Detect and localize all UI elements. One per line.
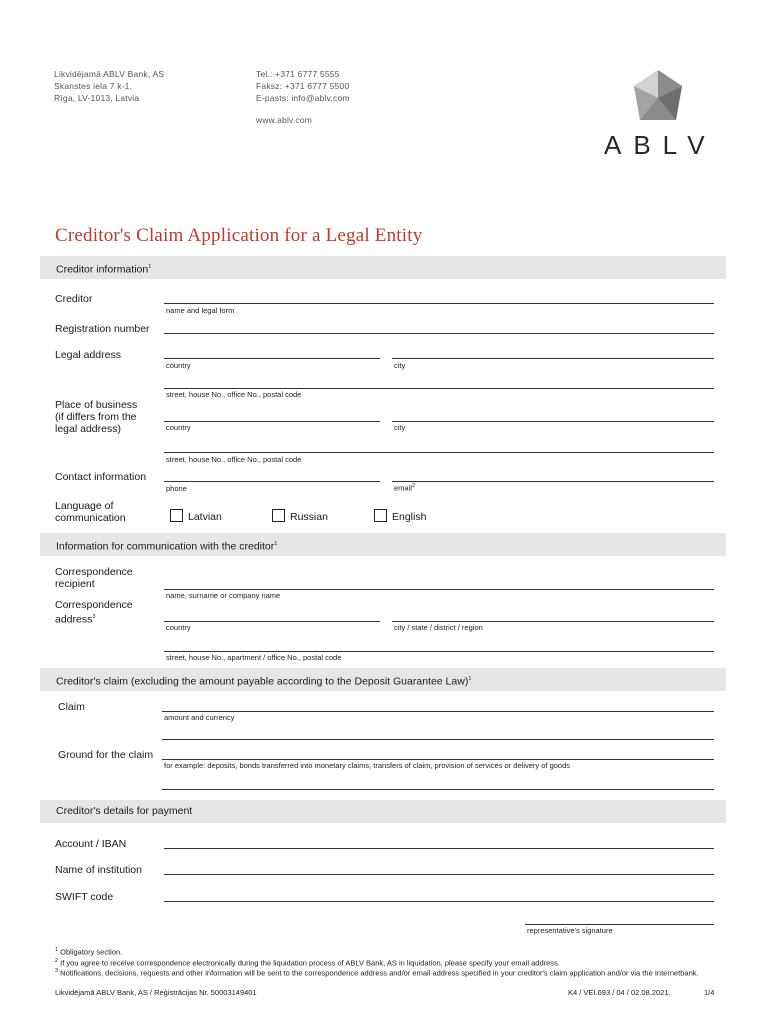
footnote-num: 1 — [55, 947, 59, 953]
address-line: Likvidējamā ABLV Bank, AS — [54, 69, 165, 79]
russian-checkbox[interactable] — [272, 509, 285, 522]
hint-country: country — [166, 623, 191, 632]
footnote-ref: 1 — [274, 541, 278, 547]
latvian-checkbox[interactable] — [170, 509, 183, 522]
legal-city-field[interactable] — [392, 358, 714, 359]
hint-country: country — [166, 361, 191, 370]
hint-phone: phone — [166, 484, 187, 493]
section-claim — [40, 668, 726, 691]
business-country-field[interactable] — [164, 421, 380, 422]
page-title: Creditor's Claim Application for a Legal Entity — [55, 225, 423, 246]
footnote-ref: 1 — [468, 676, 472, 682]
latvian-label: Latvian — [188, 511, 222, 523]
legal-street-field[interactable] — [164, 388, 714, 389]
contact-information-label: Contact information — [55, 471, 147, 483]
footnote-ref: 1 — [148, 264, 152, 270]
hint-amount-currency: amount and currency — [164, 713, 235, 722]
correspondence-street-field[interactable] — [164, 651, 714, 652]
swift-code-field[interactable] — [164, 901, 714, 902]
hint-country: country — [166, 423, 191, 432]
signature-field[interactable] — [525, 924, 714, 925]
section-creditor-information — [40, 256, 726, 279]
business-street-field[interactable] — [164, 452, 714, 453]
ground-for-claim-label: Ground for the claim — [58, 749, 154, 761]
logo-text: ABLV — [604, 130, 717, 160]
hint-street: street, house No., office No., postal code — [166, 390, 302, 399]
creditor-label: Creditor — [55, 293, 93, 305]
footnote-ref: 3 — [92, 614, 96, 620]
ground-extra-line[interactable] — [162, 789, 714, 790]
label-line: (if differs from the — [55, 411, 137, 423]
label-line: communication — [55, 512, 126, 524]
ground-for-claim-field[interactable] — [162, 759, 714, 760]
footnote-1 — [55, 946, 735, 957]
hint-city-state: city / state / district / region — [394, 623, 483, 632]
registration-number-label: Registration number — [55, 323, 150, 335]
label-line: legal address) — [55, 423, 121, 435]
section-title: Creditor's claim (excluding the amount payable according to the Deposit Guarantee Law) — [56, 675, 469, 688]
footnote-text: If you agree to receive correspondence electronically during the liquidation process of ABLV Bank, AS in liquidation, please specify your email address. — [60, 958, 560, 967]
hint-email-text: email — [394, 483, 412, 493]
footnote-ref: 2 — [411, 483, 415, 489]
page-number: 1/4 — [704, 988, 715, 997]
english-checkbox[interactable] — [374, 509, 387, 522]
label-line: Place of business — [55, 399, 138, 411]
footnote-num: 3 — [55, 968, 59, 974]
claim-extra-line[interactable] — [162, 739, 714, 740]
registration-number-field[interactable] — [164, 333, 714, 334]
section-communication — [40, 533, 726, 556]
claim-amount-field[interactable] — [162, 711, 714, 712]
account-iban-label: Account / IBAN — [55, 838, 127, 850]
correspondence-recipient-label — [55, 566, 133, 590]
email-field[interactable] — [392, 481, 714, 482]
section-title: Information for communication with the creditor — [56, 540, 275, 553]
footer-left: Likvidējamā ABLV Bank, AS / Reģistrācijas Nr. 50003149401 — [55, 988, 257, 997]
language-label — [55, 500, 126, 524]
place-of-business-label — [55, 399, 137, 435]
label-line: recipient — [55, 578, 95, 590]
name-of-institution-label: Name of institution — [55, 864, 142, 876]
footnotes — [55, 946, 735, 978]
label-line: address — [55, 613, 93, 626]
bank-contacts — [256, 68, 350, 126]
label-line: Correspondence — [55, 599, 133, 611]
claim-label: Claim — [58, 701, 85, 713]
legal-address-label: Legal address — [55, 349, 121, 361]
contact-phone: Tel.: +371 6777 5555 — [256, 69, 340, 79]
address-line: Rīga, LV-1013, Latvia — [54, 93, 140, 103]
footer-code: K4 / VEI.693 / 04 / 02.08.2021. — [568, 988, 671, 997]
section-title: Creditor's details for payment — [56, 805, 193, 817]
hint-street: street, house No., office No., postal code — [166, 455, 302, 464]
section-payment — [40, 800, 726, 823]
correspondence-address-label — [55, 599, 133, 626]
business-city-field[interactable] — [392, 421, 714, 422]
bank-address — [54, 68, 164, 104]
correspondence-city-field[interactable] — [392, 621, 714, 622]
russian-label: Russian — [290, 511, 328, 523]
hint-ground-example: for example: deposits, bonds transferred into monetary claims, transfers of claim, provision of services or delivery of goods — [164, 761, 571, 770]
footnote-text: Obligatory section. — [60, 947, 123, 957]
hint-email — [394, 482, 415, 493]
ablv-logo-icon — [628, 68, 688, 128]
section-title: Creditor information — [56, 263, 149, 276]
footnote-num: 2 — [55, 957, 59, 964]
name-of-institution-field[interactable] — [164, 874, 714, 875]
correspondence-country-field[interactable] — [164, 621, 380, 622]
swift-code-label: SWIFT code — [55, 891, 114, 903]
contact-email: E-pasts: info@ablv.com — [256, 93, 350, 103]
creditor-field[interactable] — [164, 303, 714, 304]
hint-city: city — [394, 361, 406, 370]
hint-name-legal-form: name and legal form — [166, 306, 235, 315]
footnote-text: Notifications, decisions, requests and other information will be sent to the correspondence address and/or email address specified in your creditor's claim application and/or via the Internetbank. — [60, 968, 699, 978]
correspondence-recipient-field[interactable] — [164, 589, 714, 590]
address-line: Skanstes iela 7 k-1, — [54, 81, 133, 91]
label-line: Correspondence — [55, 566, 133, 578]
footnote-2 — [55, 957, 735, 968]
english-label: English — [392, 511, 427, 523]
label-line: Language of — [55, 500, 114, 512]
footnote-3 — [55, 967, 735, 978]
hint-city: city — [394, 423, 406, 432]
phone-field[interactable] — [164, 481, 380, 482]
contact-fax: Faksz: +371 6777 5500 — [256, 81, 350, 91]
legal-country-field[interactable] — [164, 358, 380, 359]
account-iban-field[interactable] — [164, 848, 714, 849]
hint-name-surname-company: name, surname or company name — [166, 591, 281, 600]
hint-street-apartment: street, house No., apartment / office No., postal code — [166, 653, 342, 662]
website: www.ablv.com — [256, 115, 313, 125]
hint-signature: representative's signature — [527, 926, 613, 935]
